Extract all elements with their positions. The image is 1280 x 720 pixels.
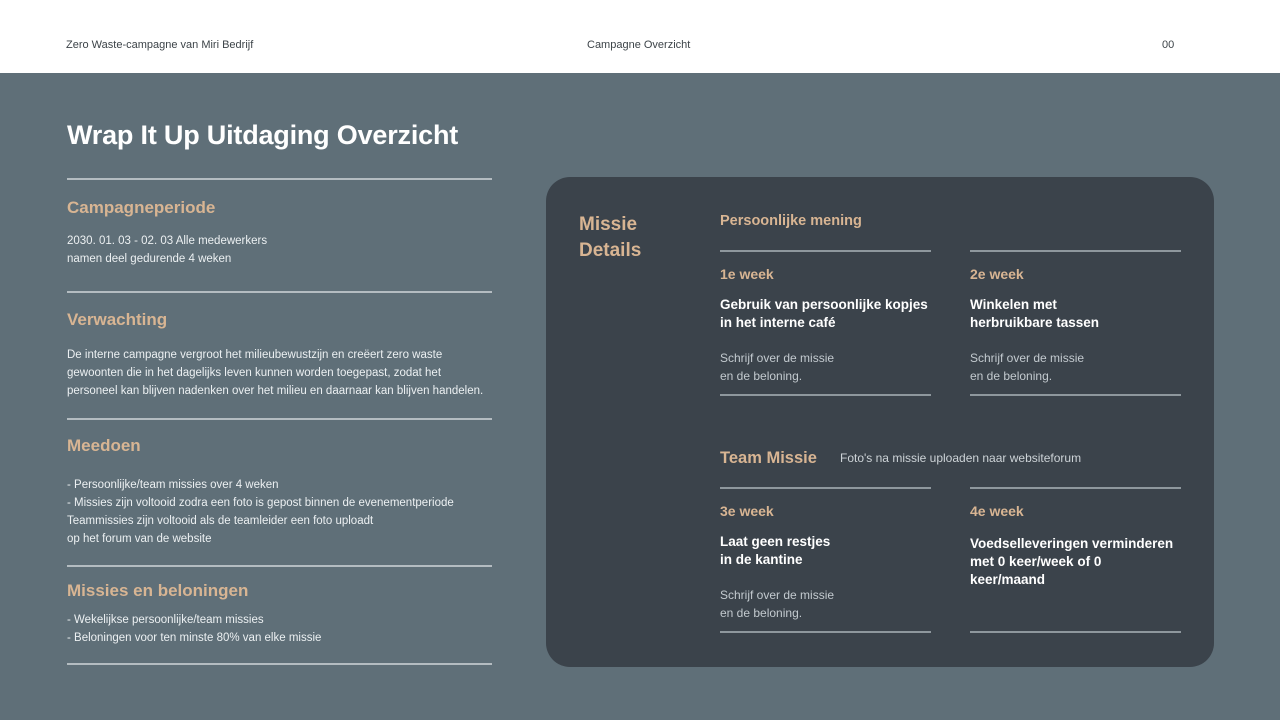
page-number: 00 [1162,39,1175,51]
divider [720,631,931,633]
section-heading-missies: Missies en beloningen [67,581,249,600]
divider [720,487,931,489]
divider [67,291,492,293]
team-mission-heading: Team Missie [720,449,817,467]
divider [67,565,492,567]
week-mission-title: Laat geen restjes in de kantine [720,534,831,567]
week-label: 4e week [970,503,1024,519]
divider [720,250,931,252]
divider [970,394,1181,396]
divider [970,250,1181,252]
panel-title: Missie Details [579,214,642,261]
divider [67,178,492,180]
week-mission-title: Winkelen met herbruikbare tassen [970,297,1100,330]
personal-mission-heading: Persoonlijke mening [720,213,862,229]
divider [970,631,1181,633]
section-body-missies: - Wekelijkse persoonlijke/team missies - Beloningen voor ten minste 80% van elke missie [67,614,322,644]
header-section-title: Campagne Overzicht [587,39,691,51]
week-mission-description: Schrijf over de missie en de beloning. [720,351,835,383]
section-body-campagneperiode: 2030. 01. 03 - 02. 03 Alle medewerkers namen deel gedurende 4 weken [67,235,268,265]
section-body-meedoen: - Persoonlijke/team missies over 4 weken - Missies zijn voltooid zodra een foto is gepost binnen de evenementperiode Teammissies zijn voltooid als de teamleider een foto uploadt op het forum van de website [67,479,454,545]
header-company: Zero Waste-campagne van Miri Bedrijf [66,39,254,51]
week-mission-title: Voedselleveringen verminderen met 0 keer/week of 0 keer/maand [970,536,1174,587]
page-title: Wrap It Up Uitdaging Overzicht [67,120,459,150]
header-bar [0,0,1280,73]
team-mission-note: Foto's na missie uploaden naar websiteforum [840,451,1082,465]
week-mission-title: Gebruik van persoonlijke kopjes in het interne café [720,297,928,330]
divider [67,418,492,420]
section-heading-campagneperiode: Campagneperiode [67,198,216,217]
week-label: 3e week [720,503,774,519]
week-label: 1e week [720,266,774,282]
divider [720,394,931,396]
section-heading-verwachting: Verwachting [67,310,168,329]
week-mission-description: Schrijf over de missie en de beloning. [720,588,835,620]
divider [67,663,492,665]
divider [970,487,1181,489]
section-body-verwachting: De interne campagne vergroot het milieubewustzijn en creëert zero waste gewoonten die in het dagelijks leven kunnen worden toegepast, zodat het personeel kan blijven nadenken over het milieu en daarnaar kan blijven handelen. [67,349,484,397]
week-mission-description: Schrijf over de missie en de beloning. [970,351,1085,383]
section-heading-meedoen: Meedoen [67,436,141,455]
mission-details-panel [546,177,1214,667]
week-label: 2e week [970,266,1024,282]
